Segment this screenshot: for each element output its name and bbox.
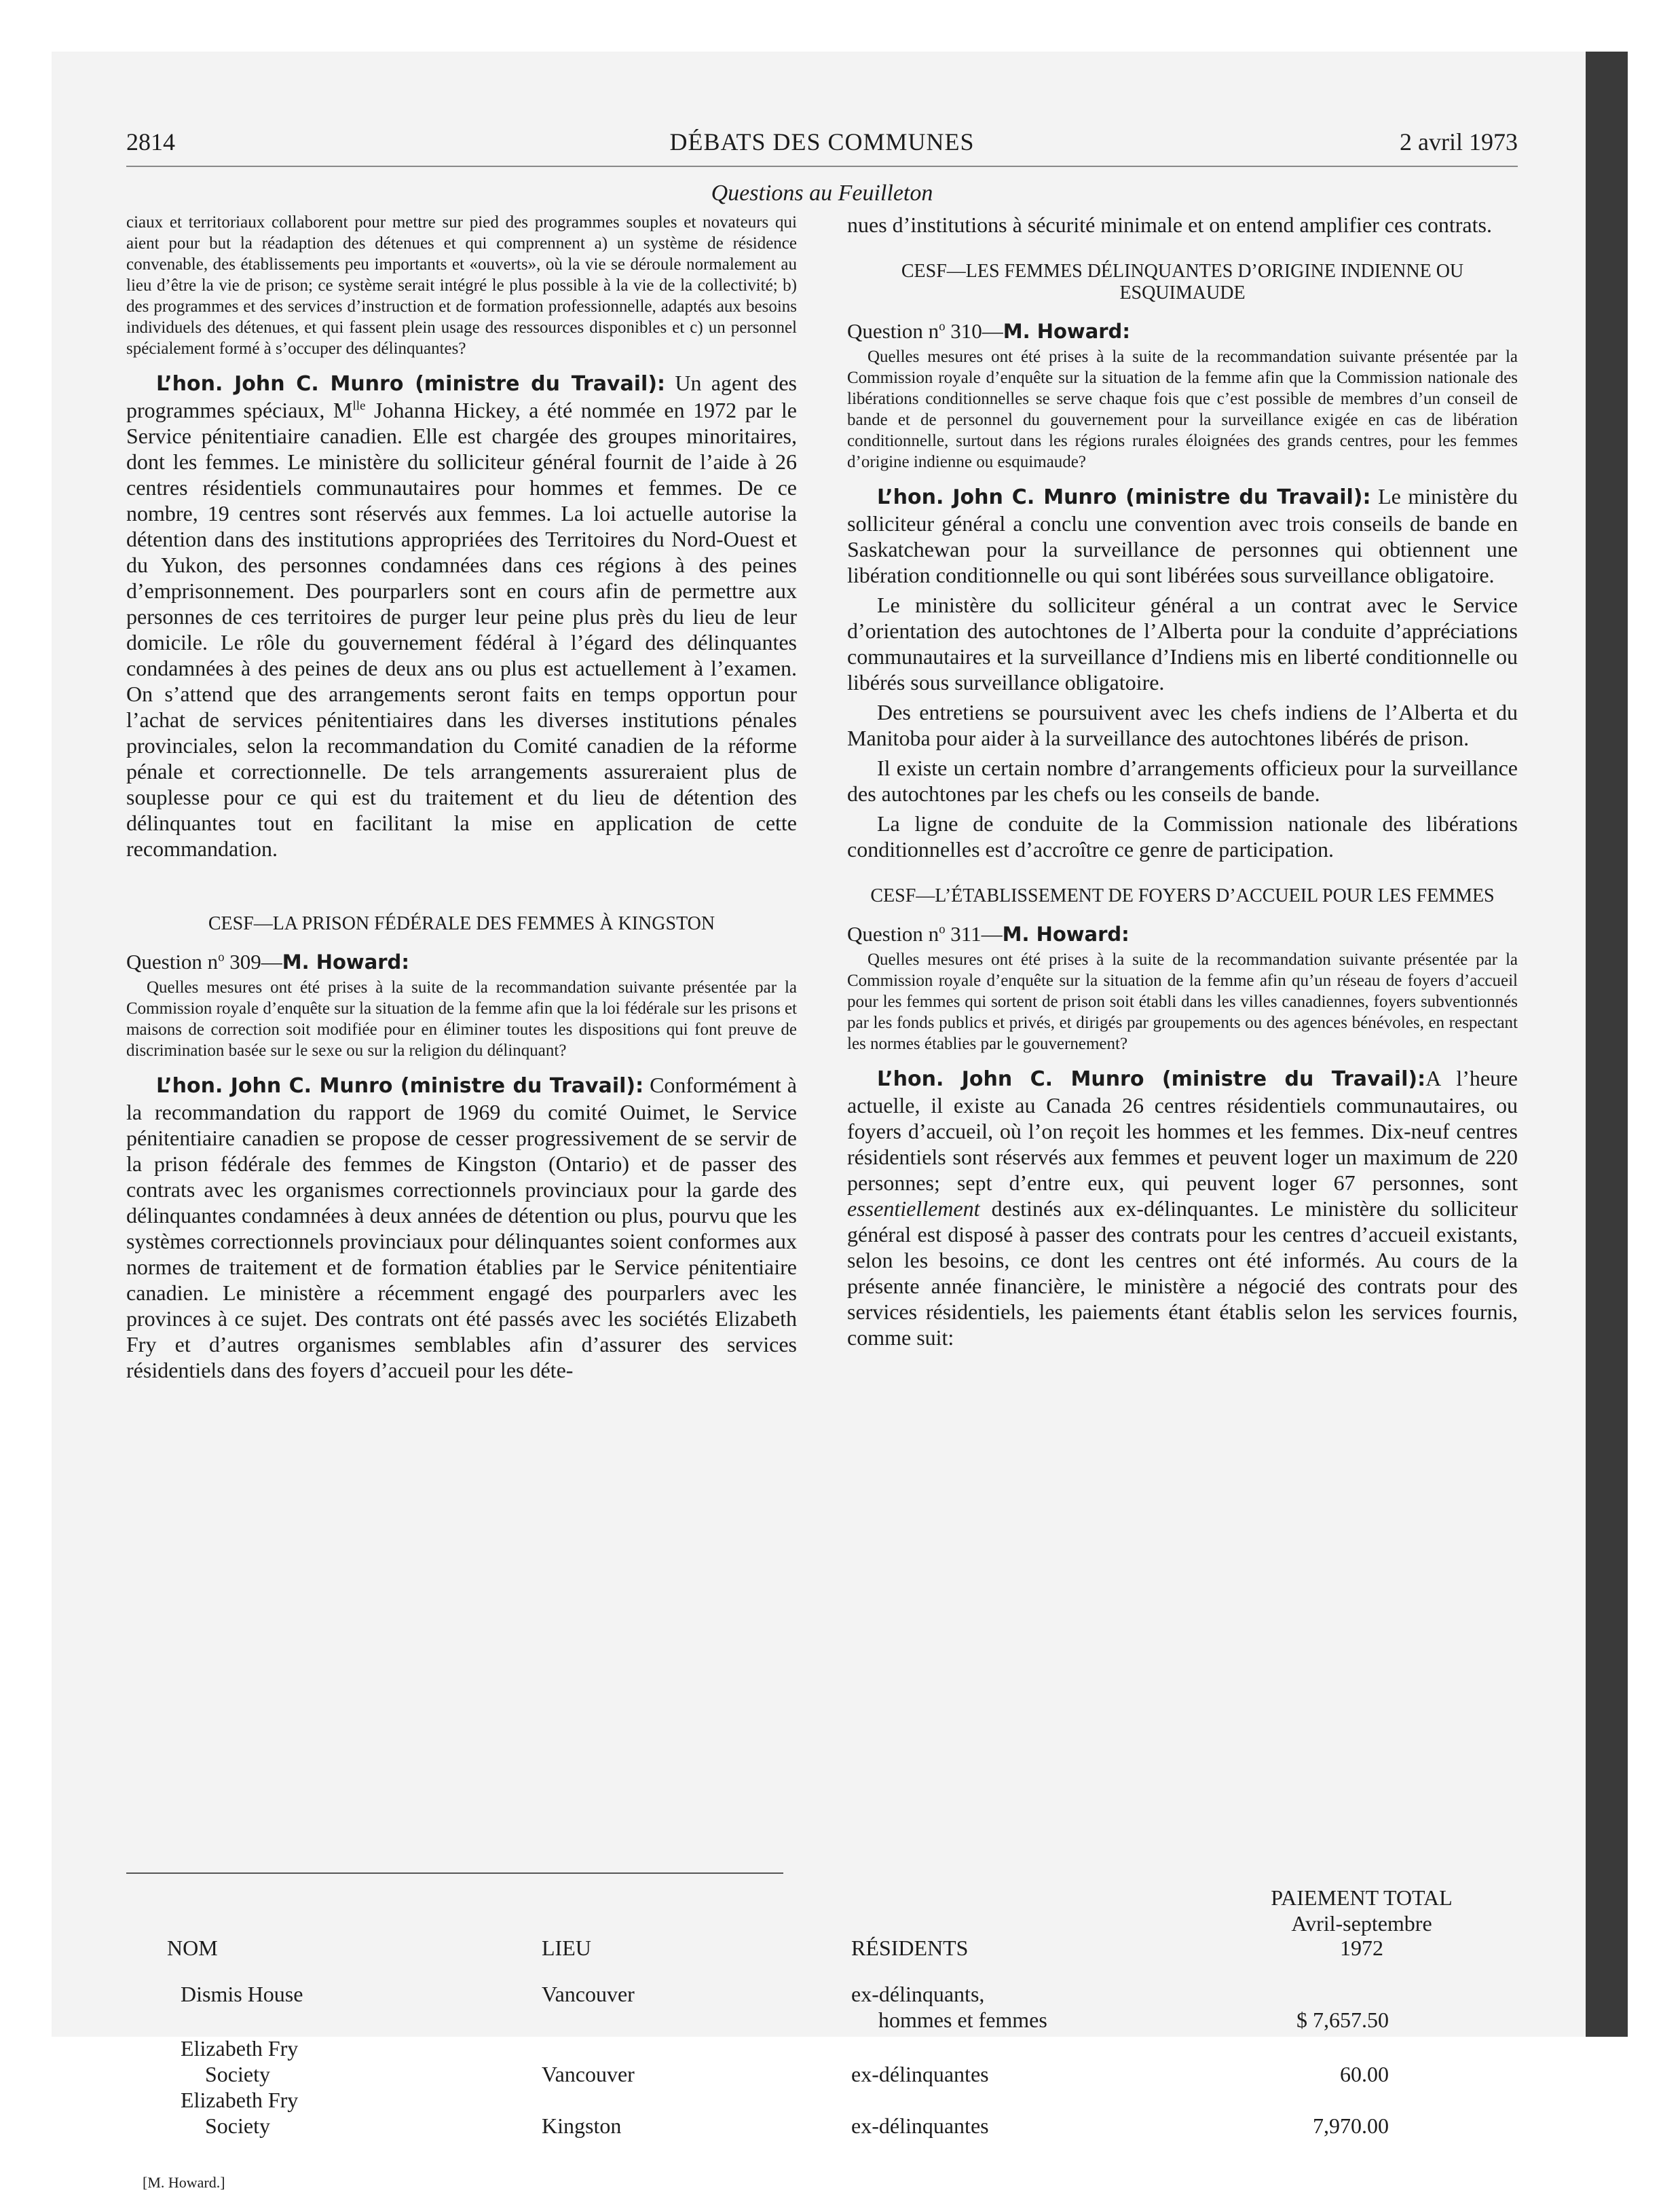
answer-paragraph: L’hon. John C. Munro (ministre du Travail): Le ministère du solliciteur général a conclu une convention avec trois conseils de bande en Saskatchewan pour la surveillance de personnes qui obtiennent une libération conditionnelle ou qui sont libérées sous surveillance obligatoire. <box>847 484 1518 587</box>
page-number: 2814 <box>126 128 175 155</box>
header-period: Avril-septembre <box>1291 1911 1432 1936</box>
section-heading: CESF—LA PRISON FÉDÉRALE DES FEMMES À KINGSTON <box>208 913 715 934</box>
section-heading: CESF—L’ÉTABLISSEMENT DE FOYERS D’ACCUEIL POUR LES FEMMES <box>870 885 1495 906</box>
speaker-footer: [M. Howard.] <box>143 2174 225 2191</box>
right-column <box>847 212 1518 1350</box>
answer-paragraph: Il existe un certain nombre d’arrangements officieux pour la surveillance des autochtones par les chefs ou les conseils de bande. <box>847 756 1518 806</box>
asker-name: M. Howard: <box>1002 923 1130 946</box>
header-year: 1972 <box>1340 1936 1383 1960</box>
asker-name: M. Howard: <box>282 950 409 974</box>
answer-paragraph: L’hon. John C. Munro (ministre du Travail): Conformément à la recommandation du rapport de 1969 du comité Ouimet, le Service pénitentiaire canadien se propose de cesser progressivement de se servir de la prison fédérale des femmes de Kingston (Ontario) et de passer des contrats avec les organismes correctionnels provinciaux pour la garde des délinquantes condamnées à deux années de détention ou plus, pourvu que les systèmes correctionnels provinciaux pour délinquantes soient conformes aux normes de traitement et de formation établies par le Service pénitentiaire canadien. Le ministère a récemment engagé des pourparlers avec les provinces à ce sujet. Des contrats ont été passés avec les sociétés Elizabeth Fry et d’autres organismes semblables afin d’assurer des services résidentiels dans des foyers d’accueil pour les déte- <box>126 1073 797 1382</box>
header-payment-total: PAIEMENT TOTAL <box>1271 1885 1453 1910</box>
answer-continuation: nues d’institutions à sécurité minimale et on entend amplifier ces contrats. <box>847 213 1492 237</box>
table-cell-lieu: Vancouver <box>542 2062 635 2086</box>
asker-name: M. Howard: <box>1003 320 1130 343</box>
table-cell-nom: Society <box>205 2113 270 2138</box>
answer-paragraph: Des entretiens se poursuivent avec les chefs indiens de l’Alberta et du Manitoba pour aider à la surveillance des autochtones libérés de prison. <box>847 700 1518 750</box>
table-cell-residents: ex-délinquants, <box>851 1982 985 2006</box>
table-cell-amount: $ 7,657.50 <box>1296 2008 1389 2032</box>
running-header <box>126 128 1518 167</box>
table-cell-residents: hommes et femmes <box>878 2008 1047 2032</box>
speaker-name: L’hon. John C. Munro (ministre du Travail): <box>877 1067 1426 1091</box>
table-cell-amount: 60.00 <box>1340 2062 1389 2086</box>
speaker-name: L’hon. John C. Munro (ministre du Travail): <box>156 372 666 396</box>
table-cell-residents: ex-délinquantes <box>851 2113 989 2138</box>
answer-paragraph: L’hon. John C. Munro (ministre du Travail):A l’heure actuelle, il existe au Canada 26 centres résidentiels communautaires, ou foyers d’accueil, où l’on reçoit les hommes et les femmes. Dix-neuf centres résidentiels sont réservés aux femmes et peuvent loger un maximum de 220 personnes; sept d’entre eux, qui peuvent loger 67 personnes, sont essentiellement destinés aux ex-délinquantes. Le ministère du solliciteur général est disposé à passer des contrats pour les centres d’accueil existants, selon les besoins, ce dont les centres ont été informés. Au cours de la présente année financière, le ministère a négocié des contrats pour des services résidentiels, les paiements étant établis selon les services fournis, comme suit: <box>847 1066 1518 1350</box>
section-rubric: Questions au Feuilleton <box>711 181 933 206</box>
scan-edge-shadow <box>1586 52 1628 2037</box>
table-cell-nom: Elizabeth Fry <box>181 2088 299 2112</box>
table-cell-amount: 7,970.00 <box>1313 2113 1389 2138</box>
question-text: Quelles mesures ont été prises à la suite de la recommandation suivante présentée par la Commission royale d’enquête sur la situation de la femme afin que la loi fédérale sur les prisons et maisons de correction soit modifiée pour en éliminer toutes les dispositions qui font preuve de discrimination basée sur le sexe ou sur la religion du délinquant? <box>126 978 797 1060</box>
answer-paragraph: L’hon. John C. Munro (ministre du Travail): Un agent des programmes spéciaux, $M^{lle}$ Johanna Hickey, a été nommée en 1972 par le Service pénitentiaire canadien. Elle est chargée des groupes minoritaires, dont les femmes. Le ministère du solliciteur général fournit de l’aide à 26 centres résidentiels communautaires pour hommes et femmes. De ce nombre, 19 centres sont réservés aux femmes. La loi actuelle autorise la détention dans des institutions appropriées des Territoires du Nord-Ouest et du Yukon, des personnes condamnées dans ces régions à des peines d’emprisonnement. Des pourparlers sont en cours afin de permettre aux personnes de ces territoires de purger leur peine plus près du lieu de leur domicile. Le rôle du gouvernement fédéral à l’égard des délinquantes condamnées à des peines de deux ans ou plus est actuellement à l’examen. On s’attend que des arrangements seront faits en temps opportun pour l’achat de services pénitentiaires dans les diverses institutions pénales provinciales, selon la recommandation du Comité canadien de la réforme pénale et correctionnelle. De tels arrangements assureraient plus de souplesse pour ce qui est du traitement et du lieu de détention des délinquantes tout en facilitant la mise en application de cette recommandation. <box>126 371 798 861</box>
answer-paragraph: La ligne de conduite de la Commission nationale des libérations conditionnelles est d’accroître ce genre de participation. <box>847 811 1518 862</box>
question-number: Question $n^o$ 311—M. Howard: <box>847 922 1130 946</box>
header-residents: RÉSIDENTS <box>851 1936 969 1960</box>
question-number: Question $n^o$ 310—M. Howard: <box>847 319 1130 343</box>
hansard-page <box>126 128 1518 2191</box>
table-cell-nom: Elizabeth Fry <box>181 2036 299 2061</box>
question-text: Quelles mesures ont été prises à la suite de la recommandation suivante présentée par la Commission royale d’enquête sur la situation de la femme afin que la Commission nationale des libérations conditionnelles se serve chaque fois que c’est possible de membres d’un conseil de bande et de personnel du gouvernement pour la surveillance exigée en cas de libération conditionnelle, surtout dans les régions rurales éloignées des grands centres, pour les femmes d’origine indienne ou esquimaude? <box>847 348 1518 471</box>
section-heading: CESF—LES FEMMES DÉLINQUANTES D’ORIGINE INDIENNE OU ESQUIMAUDE <box>901 261 1464 303</box>
issue-date: 2 avril 1973 <box>1400 128 1518 155</box>
publication-title: DÉBATS DES COMMUNES <box>669 128 975 155</box>
table-cell-lieu: Kingston <box>542 2113 622 2138</box>
column-rule <box>126 1872 783 1874</box>
question-number: Question $n^o$ 309—M. Howard: <box>126 950 409 974</box>
table-cell-lieu: Vancouver <box>542 1982 635 2006</box>
left-column <box>126 212 797 1383</box>
header-nom: NOM <box>167 1936 218 1960</box>
question-continuation: ciaux et territoriaux collaborent pour mettre sur pied des programmes souples et novateurs qui aient pour but la réadaption des détenues et qui comprennent a) un système de résidence convenable, des établissements peu importants et «ouverts», où la vie se déroule normalement au lieu d’être la vie de prison; ce système serait intégré le plus possible à la vie de la collectivité; b) des programmes et des services d’instruction et de formation professionnelle, adaptés aux besoins individuels des détenues, et qui fassent plein usage des ressources disponibles et c) un personnel spécialement formé à s’occuper des délinquantes? <box>126 213 797 358</box>
answer-paragraph: Le ministère du solliciteur général a un contrat avec le Service d’orientation des autochtones de l’Alberta pour la conduite d’appréciations communautaires et la surveillance d’Indiens mis en liberté conditionnelle ou libérés sous surveillance obligatoire. <box>847 593 1518 695</box>
table-cell-residents: ex-délinquantes <box>851 2062 989 2086</box>
payment-table <box>126 1885 1518 2197</box>
speaker-name: L’hon. John C. Munro (ministre du Travail): <box>877 485 1371 509</box>
table-cell-nom: Society <box>205 2062 270 2086</box>
question-text: Quelles mesures ont été prises à la suite de la recommandation suivante présentée par la Commission royale d’enquête sur la situation de la femme afin qu’un réseau de foyers d’accueil pour les femmes qui sortent de prison soit établi dans les villes canadiennes, foyers subventionnés par les fonds publics et privés, et dirigés par groupements ou des agences bénévoles, en respectant les normes établies par le gouvernement? <box>847 950 1518 1053</box>
table-cell-nom: Dismis House <box>181 1982 303 2006</box>
speaker-name: L’hon. John C. Munro (ministre du Travail): <box>156 1074 644 1098</box>
header-lieu: LIEU <box>542 1936 591 1960</box>
